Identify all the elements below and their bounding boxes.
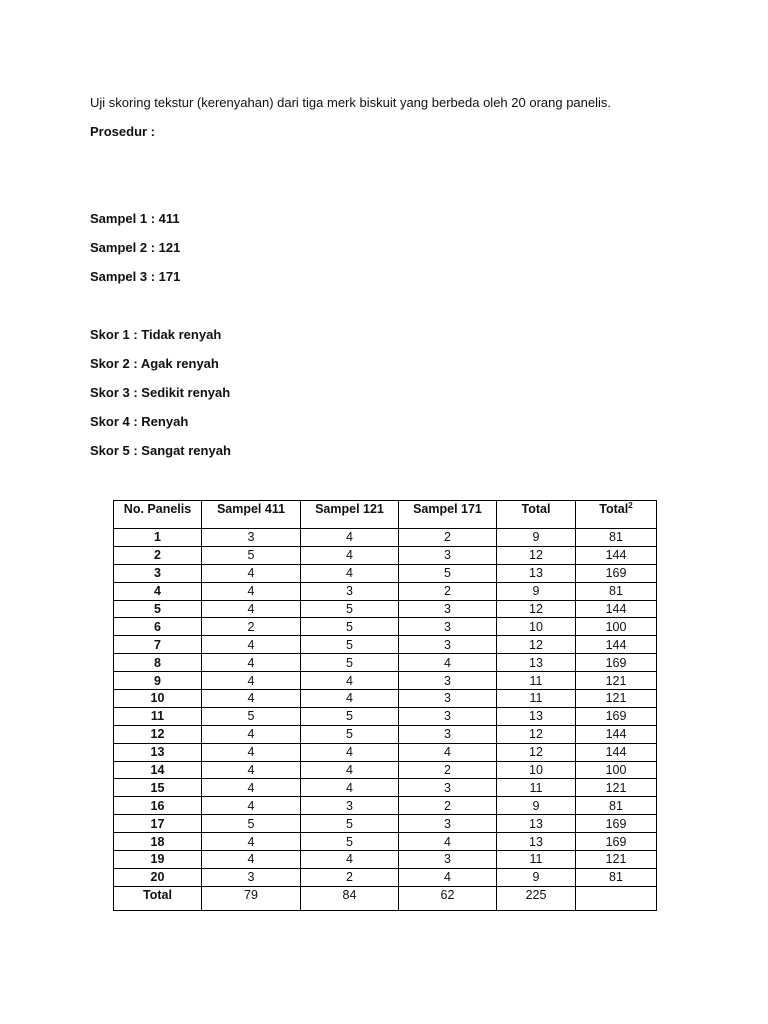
cell-total-squared: 81 — [576, 582, 657, 600]
cell-total: 9 — [497, 868, 576, 886]
cell-total-squared: 169 — [576, 833, 657, 851]
cell-panelis-number: 5 — [114, 600, 202, 618]
cell-total: 10 — [497, 618, 576, 636]
cell-panelis-number: 13 — [114, 743, 202, 761]
cell-panelis-number: 19 — [114, 851, 202, 869]
header-superscript: 2 — [628, 500, 633, 510]
cell-panelis-number: 16 — [114, 797, 202, 815]
cell-total: 11 — [497, 779, 576, 797]
cell-sampel-121: 4 — [301, 761, 399, 779]
score-4: Skor 4 : Renyah — [90, 414, 189, 429]
footer-total: 225 — [497, 886, 576, 910]
cell-panelis-number: 14 — [114, 761, 202, 779]
cell-sampel-411: 4 — [202, 725, 301, 743]
footer-sampel-411: 79 — [202, 886, 301, 910]
cell-total-squared: 169 — [576, 815, 657, 833]
cell-sampel-121: 2 — [301, 868, 399, 886]
cell-panelis-number: 4 — [114, 582, 202, 600]
cell-sampel-121: 5 — [301, 654, 399, 672]
cell-panelis-number: 11 — [114, 707, 202, 725]
cell-panelis-number: 20 — [114, 868, 202, 886]
cell-sampel-121: 4 — [301, 672, 399, 690]
table-body — [114, 529, 657, 887]
cell-sampel-411: 3 — [202, 529, 301, 547]
table-row — [114, 743, 657, 761]
cell-total-squared: 81 — [576, 529, 657, 547]
cell-sampel-411: 4 — [202, 743, 301, 761]
cell-sampel-171: 3 — [399, 546, 497, 564]
cell-panelis-number: 7 — [114, 636, 202, 654]
cell-sampel-411: 5 — [202, 707, 301, 725]
cell-sampel-121: 5 — [301, 636, 399, 654]
cell-sampel-121: 4 — [301, 779, 399, 797]
cell-total-squared: 169 — [576, 654, 657, 672]
header-total-squared-label: Total — [599, 502, 629, 516]
header-sampel-121: Sampel 121 — [301, 501, 399, 529]
intro-text: Uji skoring tekstur (kerenyahan) dari tiga merk biskuit yang berbeda oleh 20 orang panelis. — [90, 95, 612, 110]
cell-sampel-411: 4 — [202, 564, 301, 582]
table-row — [114, 779, 657, 797]
table-row — [114, 636, 657, 654]
cell-sampel-171: 2 — [399, 797, 497, 815]
header-no-panelis: No. Panelis — [114, 501, 202, 529]
cell-total-squared: 100 — [576, 761, 657, 779]
table-row — [114, 529, 657, 547]
table-row — [114, 797, 657, 815]
sample-2: Sampel 2 : 121 — [90, 240, 181, 255]
cell-sampel-171: 4 — [399, 743, 497, 761]
header-sampel-171: Sampel 171 — [399, 501, 497, 529]
header-total-squared — [576, 501, 657, 529]
score-2: Skor 2 : Agak renyah — [90, 356, 219, 371]
cell-total: 12 — [497, 725, 576, 743]
table-row — [114, 690, 657, 708]
cell-total-squared: 144 — [576, 725, 657, 743]
table-row — [114, 618, 657, 636]
cell-total-squared: 169 — [576, 707, 657, 725]
cell-total-squared: 121 — [576, 690, 657, 708]
table-row — [114, 761, 657, 779]
score-table — [113, 500, 657, 911]
cell-sampel-411: 4 — [202, 582, 301, 600]
score-1: Skor 1 : Tidak renyah — [90, 327, 222, 342]
cell-sampel-121: 4 — [301, 546, 399, 564]
header-sampel-411: Sampel 411 — [202, 501, 301, 529]
cell-panelis-number: 9 — [114, 672, 202, 690]
cell-sampel-171: 3 — [399, 779, 497, 797]
cell-panelis-number: 15 — [114, 779, 202, 797]
cell-total-squared: 121 — [576, 851, 657, 869]
cell-sampel-171: 3 — [399, 851, 497, 869]
cell-sampel-411: 4 — [202, 690, 301, 708]
cell-panelis-number: 6 — [114, 618, 202, 636]
cell-sampel-121: 4 — [301, 851, 399, 869]
cell-panelis-number: 12 — [114, 725, 202, 743]
table-footer-row — [114, 886, 657, 910]
cell-sampel-411: 4 — [202, 851, 301, 869]
cell-sampel-411: 4 — [202, 672, 301, 690]
footer-total-squared — [576, 886, 657, 910]
cell-sampel-121: 5 — [301, 833, 399, 851]
table-header-row — [114, 501, 657, 529]
cell-sampel-411: 4 — [202, 833, 301, 851]
cell-sampel-411: 5 — [202, 546, 301, 564]
table-row — [114, 707, 657, 725]
cell-total: 12 — [497, 546, 576, 564]
cell-panelis-number: 1 — [114, 529, 202, 547]
cell-total-squared: 121 — [576, 672, 657, 690]
cell-panelis-number: 18 — [114, 833, 202, 851]
cell-total: 12 — [497, 600, 576, 618]
cell-sampel-121: 4 — [301, 529, 399, 547]
cell-sampel-171: 3 — [399, 725, 497, 743]
cell-sampel-411: 4 — [202, 797, 301, 815]
cell-sampel-121: 5 — [301, 600, 399, 618]
table-row — [114, 600, 657, 618]
cell-total: 13 — [497, 564, 576, 582]
cell-sampel-121: 5 — [301, 725, 399, 743]
cell-total-squared: 144 — [576, 636, 657, 654]
cell-total: 9 — [497, 529, 576, 547]
cell-total-squared: 81 — [576, 868, 657, 886]
cell-sampel-121: 3 — [301, 582, 399, 600]
cell-panelis-number: 17 — [114, 815, 202, 833]
cell-sampel-121: 4 — [301, 743, 399, 761]
cell-sampel-121: 4 — [301, 564, 399, 582]
cell-sampel-411: 3 — [202, 868, 301, 886]
cell-panelis-number: 8 — [114, 654, 202, 672]
footer-label: Total — [114, 886, 202, 910]
footer-sampel-121: 84 — [301, 886, 399, 910]
table-row — [114, 833, 657, 851]
cell-total-squared: 81 — [576, 797, 657, 815]
cell-total: 9 — [497, 582, 576, 600]
table-row — [114, 815, 657, 833]
cell-sampel-171: 3 — [399, 672, 497, 690]
cell-sampel-171: 3 — [399, 690, 497, 708]
table-row — [114, 672, 657, 690]
cell-sampel-171: 3 — [399, 707, 497, 725]
cell-sampel-171: 2 — [399, 582, 497, 600]
cell-total: 12 — [497, 743, 576, 761]
cell-sampel-171: 3 — [399, 815, 497, 833]
cell-total-squared: 144 — [576, 546, 657, 564]
cell-sampel-171: 4 — [399, 833, 497, 851]
cell-total-squared: 100 — [576, 618, 657, 636]
cell-total: 13 — [497, 815, 576, 833]
cell-total: 12 — [497, 636, 576, 654]
cell-sampel-411: 5 — [202, 815, 301, 833]
score-3: Skor 3 : Sedikit renyah — [90, 385, 231, 400]
table-row — [114, 582, 657, 600]
cell-sampel-411: 4 — [202, 636, 301, 654]
cell-total: 13 — [497, 707, 576, 725]
cell-total: 9 — [497, 797, 576, 815]
cell-sampel-171: 3 — [399, 636, 497, 654]
cell-sampel-121: 4 — [301, 690, 399, 708]
cell-sampel-171: 3 — [399, 600, 497, 618]
cell-total: 13 — [497, 833, 576, 851]
cell-sampel-171: 4 — [399, 868, 497, 886]
cell-total-squared: 121 — [576, 779, 657, 797]
score-5: Skor 5 : Sangat renyah — [90, 443, 231, 458]
table-row — [114, 851, 657, 869]
cell-total-squared: 144 — [576, 743, 657, 761]
cell-total-squared: 144 — [576, 600, 657, 618]
cell-total: 11 — [497, 690, 576, 708]
footer-sampel-171: 62 — [399, 886, 497, 910]
cell-panelis-number: 2 — [114, 546, 202, 564]
cell-sampel-411: 2 — [202, 618, 301, 636]
table-row — [114, 654, 657, 672]
cell-sampel-121: 5 — [301, 618, 399, 636]
cell-total: 11 — [497, 851, 576, 869]
cell-sampel-171: 4 — [399, 654, 497, 672]
cell-panelis-number: 3 — [114, 564, 202, 582]
cell-sampel-411: 4 — [202, 600, 301, 618]
table-row — [114, 868, 657, 886]
cell-sampel-171: 3 — [399, 618, 497, 636]
cell-sampel-411: 4 — [202, 654, 301, 672]
table-row — [114, 725, 657, 743]
cell-sampel-121: 5 — [301, 707, 399, 725]
cell-sampel-411: 4 — [202, 779, 301, 797]
procedure-label: Prosedur : — [90, 124, 156, 139]
cell-sampel-171: 2 — [399, 761, 497, 779]
cell-sampel-121: 5 — [301, 815, 399, 833]
header-total: Total — [497, 501, 576, 529]
cell-total: 13 — [497, 654, 576, 672]
cell-total: 11 — [497, 672, 576, 690]
cell-sampel-171: 5 — [399, 564, 497, 582]
cell-sampel-411: 4 — [202, 761, 301, 779]
cell-total: 10 — [497, 761, 576, 779]
sample-3: Sampel 3 : 171 — [90, 269, 181, 284]
cell-panelis-number: 10 — [114, 690, 202, 708]
cell-sampel-171: 2 — [399, 529, 497, 547]
sample-1: Sampel 1 : 411 — [90, 211, 180, 226]
cell-sampel-121: 3 — [301, 797, 399, 815]
cell-total-squared: 169 — [576, 564, 657, 582]
table-row — [114, 564, 657, 582]
table-row — [114, 546, 657, 564]
